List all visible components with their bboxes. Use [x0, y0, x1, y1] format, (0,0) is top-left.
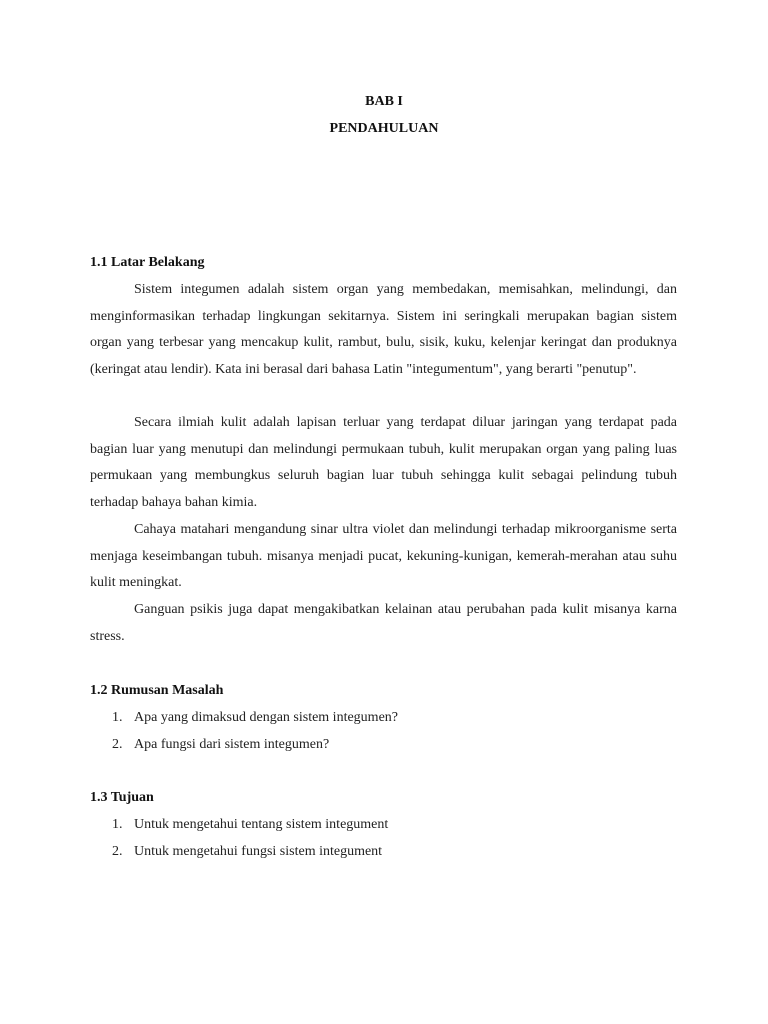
paragraph-4: Ganguan psikis juga dapat mengakibatkan kelainan atau perubahan pada kulit misanya karna stress.: [90, 602, 677, 644]
section-heading-tujuan: 1.3 Tujuan: [90, 790, 154, 805]
tujuan-list: [90, 811, 388, 865]
list-item-number: 1.: [112, 710, 123, 725]
list-item-text: Apa yang dimaksud dengan sistem integumen?: [134, 710, 398, 725]
paragraph-3: Cahaya matahari mengandung sinar ultra violet dan melindungi terhadap mikroorganisme serta menjaga keseimbangan tubuh. misanya menjadi pucat, kekuning-kunigan, kemerah-merahan atau suhu kulit meningkat.: [90, 522, 677, 590]
section-heading-rumusan-masalah: 1.2 Rumusan Masalah: [90, 683, 224, 698]
list-item-text: Untuk mengetahui fungsi sistem integument: [134, 844, 383, 859]
rumusan-masalah-list: [90, 704, 398, 758]
paragraph-2: Secara ilmiah kulit adalah lapisan terluar yang terdapat diluar jaringan yang terdapat pada bagian luar yang menutupi dan melindungi permukaan tubuh, kulit merupakan organ yang paling luas permukaan yang membungkus seluruh bagian luar tubuh sehingga kulit sebagai pelindung tubuh terhadap bahaya bahan kimia.: [90, 415, 677, 510]
list-item-text: Untuk mengetahui tentang sistem integument: [134, 817, 389, 832]
list-item: [90, 731, 398, 758]
list-item-number: 1.: [112, 817, 123, 832]
list-item: [90, 838, 388, 865]
list-item-number: 2.: [112, 737, 123, 752]
list-item: [90, 811, 388, 838]
chapter-number: BAB I: [365, 94, 403, 109]
list-item-text: Apa fungsi dari sistem integumen?: [134, 737, 330, 752]
list-item: [90, 704, 398, 731]
chapter-title: PENDAHULUAN: [329, 121, 439, 136]
section-heading-latar-belakang: 1.1 Latar Belakang: [90, 255, 205, 270]
list-item-number: 2.: [112, 844, 123, 859]
paragraph-1: Sistem integumen adalah sistem organ yang membedakan, memisahkan, melindungi, dan menginformasikan terhadap lingkungan sekitarnya. Sistem ini seringkali merupakan bagian sistem organ yang terbesar yang mencakup kulit, rambut, bulu, sisik, kuku, kelenjar keringat dan produknya (keringat atau lendir). Kata ini berasal dari bahasa Latin "integumentum", yang berarti "penutup".: [90, 282, 677, 377]
